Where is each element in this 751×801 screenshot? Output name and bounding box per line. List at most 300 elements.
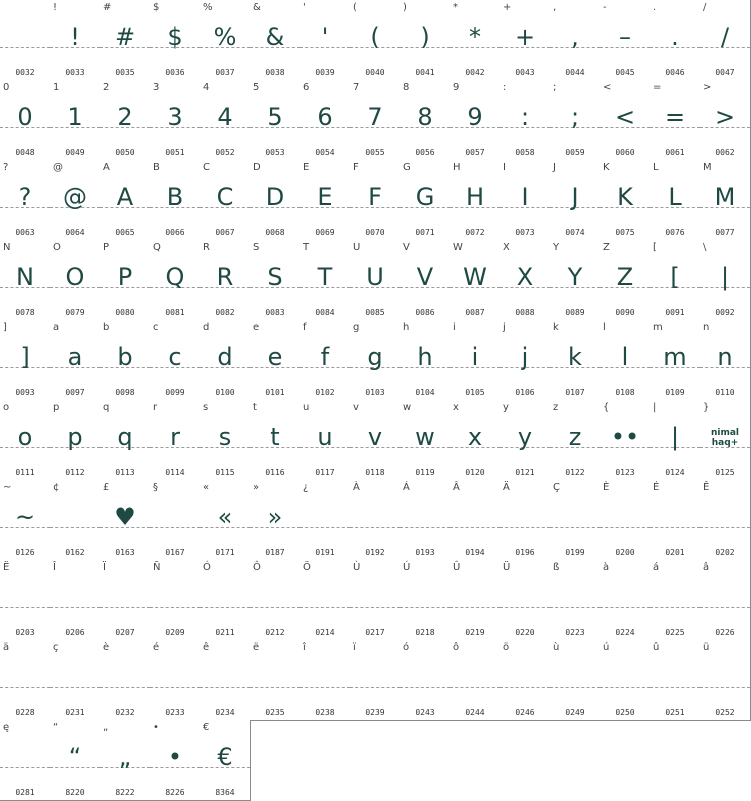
glyph-key-char: R [203,242,210,253]
glyph-key-char: ó [403,642,410,653]
glyph-key-char: d [203,322,210,333]
glyph-cell[interactable] [600,400,651,481]
glyph-preview: V [416,263,434,291]
glyph-preview: * [469,23,481,51]
glyph-preview: ) [420,23,430,51]
glyph-cell[interactable] [550,640,601,721]
glyph-cell[interactable] [100,480,151,561]
glyph-preview: g [367,343,383,371]
glyph-cell[interactable] [350,640,401,721]
glyph-cell[interactable] [200,80,251,161]
glyph-preview: 2 [117,103,133,131]
glyph-cell[interactable] [0,400,51,481]
glyph-cell[interactable] [700,0,751,81]
glyph-cell[interactable] [450,560,501,641]
glyph-cell[interactable] [50,720,101,801]
baseline-divider [0,47,50,48]
glyph-key-char: w [403,402,412,413]
glyph-cell[interactable] [300,480,351,561]
glyph-preview: y [517,423,533,451]
glyph-key-char: r [153,402,158,413]
glyph-code: 0035 [115,68,135,77]
glyph-code: 0193 [415,548,435,557]
glyph-key-char: ä [3,642,10,653]
glyph-code: 0037 [215,68,235,77]
glyph-cell[interactable] [300,320,351,401]
glyph-preview: O [65,263,85,291]
glyph-cell[interactable] [350,320,401,401]
baseline-divider [250,607,300,608]
baseline-divider [650,607,700,608]
glyph-cell[interactable] [600,240,651,321]
glyph-key-char: â [703,562,710,573]
glyph-key-char: È [603,482,610,493]
glyph-key-char: M [703,162,712,173]
glyph-preview: L [668,183,682,211]
glyph-key-char: % [203,2,213,13]
glyph-cell[interactable] [50,480,101,561]
glyph-cell[interactable] [550,480,601,561]
glyph-preview: Q [165,263,185,291]
glyph-key-char: S [253,242,260,253]
glyph-cell[interactable] [0,640,51,721]
glyph-code: 0088 [515,308,535,317]
baseline-divider [700,607,750,608]
glyph-key-char: c [153,322,159,333]
glyph-key-char: T [303,242,310,253]
glyph-code: 0102 [315,388,335,397]
glyph-cell[interactable] [0,320,51,401]
glyph-cell[interactable] [450,80,501,161]
glyph-key-char: V [403,242,410,253]
glyph-cell[interactable] [200,640,251,721]
glyph-key-char: C [203,162,210,173]
glyph-key-char: : [503,82,507,93]
glyph-code: 0059 [565,148,585,157]
glyph-code: 0057 [465,148,485,157]
glyph-cell[interactable] [700,480,751,561]
glyph-cell[interactable] [50,240,101,321]
glyph-preview: U [366,263,384,291]
glyph-cell[interactable] [350,80,401,161]
baseline-divider [700,687,750,688]
glyph-preview: m [663,343,687,371]
glyph-cell[interactable] [350,480,401,561]
baseline-divider [0,687,50,688]
glyph-preview: : [520,103,530,131]
glyph-cell[interactable] [350,400,401,481]
glyph-code: 0098 [115,388,135,397]
glyph-cell[interactable] [250,320,301,401]
glyph-cell[interactable] [400,160,451,241]
glyph-cell[interactable] [150,160,201,241]
glyph-preview: ; [570,103,580,131]
glyph-cell[interactable] [0,480,51,561]
glyph-preview: o [17,423,33,451]
glyph-cell[interactable] [700,640,751,721]
glyph-preview: H [465,183,485,211]
glyph-preview: • [167,743,183,771]
glyph-cell[interactable] [100,640,151,721]
glyph-cell[interactable] [150,480,201,561]
glyph-key-char: ? [3,162,9,173]
glyph-key-char: L [653,162,659,173]
glyph-preview: r [170,423,180,451]
glyph-key-char: U [353,242,361,253]
glyph-code: 0045 [615,68,635,77]
glyph-code: 8220 [65,788,85,797]
glyph-cell[interactable] [0,0,51,81]
glyph-cell[interactable] [600,480,651,561]
glyph-code: 0072 [465,228,485,237]
glyph-cell[interactable] [150,720,201,801]
glyph-key-char: 8 [403,82,410,93]
glyph-cell[interactable] [500,0,551,81]
glyph-preview: n [717,343,733,371]
glyph-preview: j [521,343,529,371]
glyph-cell[interactable] [700,160,751,241]
glyph-cell[interactable] [650,640,701,721]
glyph-cell[interactable] [50,160,101,241]
glyph-cell[interactable] [400,640,451,721]
glyph-key-char: ù [553,642,560,653]
glyph-cell[interactable] [0,720,51,801]
glyph-key-char: Q [153,242,161,253]
glyph-preview: i [471,343,479,371]
glyph-cell[interactable] [650,0,701,81]
glyph-code: 8222 [115,788,135,797]
glyph-cell[interactable] [50,640,101,721]
baseline-divider [400,527,450,528]
glyph-cell[interactable] [650,320,701,401]
glyph-cell[interactable] [400,80,451,161]
glyph-code: 0219 [465,628,485,637]
glyph-cell[interactable] [200,240,251,321]
glyph-code: 0249 [565,708,585,717]
glyph-key-char: * [453,2,458,13]
glyph-cell[interactable] [400,400,451,481]
glyph-cell[interactable] [300,80,351,161]
glyph-code: 0052 [215,148,235,157]
glyph-key-char: é [153,642,160,653]
glyph-cell[interactable] [250,80,301,161]
glyph-preview: I [521,183,529,211]
glyph-cell[interactable] [500,560,551,641]
baseline-divider [500,527,550,528]
glyph-cell[interactable] [400,0,451,81]
glyph-cell[interactable] [650,400,701,481]
glyph-cell[interactable] [500,480,551,561]
glyph-key-char: + [503,2,512,13]
glyph-cell[interactable] [250,240,301,321]
glyph-preview: v [367,423,383,451]
glyph-code: 0040 [365,68,385,77]
glyph-cell[interactable] [250,0,301,81]
glyph-cell[interactable] [450,400,501,481]
glyph-cell[interactable] [500,640,551,721]
glyph-cell[interactable] [700,320,751,401]
glyph-code: 0235 [265,708,285,717]
glyph-preview: k [568,343,582,371]
glyph-cell[interactable] [350,0,401,81]
glyph-cell[interactable] [700,80,751,161]
glyph-cell[interactable] [600,0,651,81]
glyph-cell[interactable] [200,0,251,81]
glyph-cell[interactable] [650,80,701,161]
glyph-cell[interactable] [300,240,351,321]
glyph-cell[interactable] [250,560,301,641]
glyph-cell[interactable] [500,80,551,161]
glyph-cell[interactable] [50,0,101,81]
glyph-cell[interactable] [100,560,151,641]
glyph-cell[interactable] [550,560,601,641]
glyph-key-char: H [453,162,461,173]
glyph-code: 0209 [165,628,185,637]
glyph-preview: , [571,23,579,51]
glyph-preview: ' [321,23,329,51]
glyph-preview: | [670,423,680,451]
glyph-preview: > [714,103,736,131]
glyph-code: 0092 [715,308,735,317]
glyph-cell[interactable] [150,560,201,641]
glyph-key-char: & [253,2,261,13]
glyph-code: 0167 [165,548,185,557]
glyph-cell[interactable] [100,400,151,481]
glyph-cell[interactable] [400,560,451,641]
glyph-preview: W [463,263,487,291]
glyph-cell[interactable] [700,240,751,321]
glyph-code: 0062 [715,148,735,157]
glyph-cell[interactable] [700,400,751,481]
glyph-code: 0039 [315,68,335,77]
baseline-divider [550,687,600,688]
glyph-cell[interactable] [200,560,251,641]
glyph-preview: h [417,343,433,371]
glyph-preview: c [168,343,182,371]
glyph-cell[interactable] [550,240,601,321]
glyph-cell[interactable] [450,320,501,401]
glyph-cell[interactable] [600,560,651,641]
glyph-code: 0067 [215,228,235,237]
glyph-cell[interactable] [450,160,501,241]
glyph-code: 0232 [115,708,135,717]
glyph-preview: G [415,183,435,211]
glyph-cell[interactable] [300,160,351,241]
glyph-cell[interactable] [50,80,101,161]
glyph-code: 0220 [515,628,535,637]
glyph-code: 0239 [365,708,385,717]
glyph-key-char: g [353,322,360,333]
glyph-cell[interactable] [550,80,601,161]
glyph-cell[interactable] [300,640,351,721]
glyph-cell[interactable] [100,240,151,321]
glyph-key-char: f [303,322,307,333]
baseline-divider [350,607,400,608]
glyph-preview: „ [118,743,132,771]
glyph-cell[interactable] [250,160,301,241]
glyph-cell[interactable] [600,640,651,721]
glyph-code: 0103 [365,388,385,397]
glyph-cell[interactable] [650,560,701,641]
glyph-cell[interactable] [550,320,601,401]
glyph-cell[interactable] [200,480,251,561]
glyph-cell[interactable] [450,480,501,561]
baseline-divider [650,687,700,688]
glyph-cell[interactable] [450,640,501,721]
glyph-preview: “ [68,743,82,771]
glyph-code: 0243 [415,708,435,717]
glyph-cell[interactable] [300,400,351,481]
glyph-cell[interactable] [50,560,101,641]
glyph-code: 0100 [215,388,235,397]
glyph-preview: 7 [367,103,383,131]
glyph-cell[interactable] [350,160,401,241]
glyph-cell[interactable] [550,160,601,241]
glyph-preview: S [267,263,283,291]
glyph-key-char: 7 [353,82,360,93]
glyph-cell[interactable] [0,80,51,161]
glyph-code: 0244 [465,708,485,717]
glyph-preview: Y [567,263,583,291]
glyph-key-char: X [503,242,510,253]
glyph-code: 0063 [15,228,35,237]
glyph-code: 0091 [665,308,685,317]
glyph-cell[interactable] [550,0,601,81]
glyph-key-char: . [653,2,657,13]
glyph-cell[interactable] [100,80,151,161]
glyph-cell[interactable] [50,320,101,401]
glyph-cell[interactable] [150,400,201,481]
glyph-key-char: Ö [303,562,311,573]
glyph-cell[interactable] [350,560,401,641]
glyph-key-char: [ [653,242,657,253]
glyph-cell[interactable] [0,240,51,321]
glyph-cell[interactable] [50,400,101,481]
glyph-cell[interactable] [650,160,701,241]
glyph-cell[interactable] [0,160,51,241]
glyph-cell[interactable] [300,560,351,641]
baseline-divider [500,687,550,688]
glyph-cell[interactable] [650,240,701,321]
glyph-cell[interactable] [100,160,151,241]
glyph-code: 0081 [165,308,185,317]
glyph-preview: P [117,263,133,291]
glyph-key-char: o [3,402,10,413]
glyph-code: 0225 [665,628,685,637]
glyph-cell[interactable] [450,0,501,81]
glyph-cell[interactable] [200,320,251,401]
glyph-cell[interactable] [250,640,301,721]
glyph-key-char: • [153,722,159,733]
glyph-code: 0207 [115,628,135,637]
glyph-preview: 4 [217,103,233,131]
glyph-cell[interactable] [250,480,301,561]
glyph-cell[interactable] [200,160,251,241]
glyph-cell[interactable] [500,320,551,401]
glyph-key-char: - [603,2,607,13]
glyph-preview: ] [20,343,30,371]
glyph-key-char: ¢ [53,482,60,493]
glyph-key-char: ę [3,722,10,733]
glyph-cell[interactable] [150,320,201,401]
glyph-key-char: A [103,162,110,173]
glyph-cell[interactable] [100,720,151,801]
glyph-cell[interactable] [150,80,201,161]
glyph-preview: ! [70,23,80,51]
glyph-cell[interactable] [500,160,551,241]
glyph-cell[interactable] [400,320,451,401]
glyph-key-char: v [353,402,359,413]
glyph-key-char: N [3,242,11,253]
glyph-code: 0068 [265,228,285,237]
glyph-code: 0097 [65,388,85,397]
glyph-preview: w [415,423,435,451]
glyph-cell[interactable] [150,240,201,321]
glyph-cell[interactable] [200,720,251,801]
glyph-cell[interactable] [0,560,51,641]
glyph-cell[interactable] [100,0,151,81]
baseline-divider [300,527,350,528]
glyph-code: 0118 [365,468,385,477]
glyph-cell[interactable] [350,240,401,321]
glyph-code: 0054 [315,148,335,157]
glyph-code: 0126 [15,548,35,557]
glyph-cell[interactable] [250,400,301,481]
glyph-key-char: # [103,2,112,13]
glyph-preview: ~ [14,503,36,531]
glyph-cell[interactable] [150,0,201,81]
glyph-code: 0042 [465,68,485,77]
baseline-divider [150,527,200,528]
glyph-key-char: B [153,162,160,173]
glyph-key-char: x [453,402,459,413]
glyph-preview: K [617,183,633,211]
glyph-cell[interactable] [650,480,701,561]
glyph-cell[interactable] [400,240,451,321]
glyph-key-char: “ [53,722,59,733]
glyph-cell[interactable] [500,400,551,481]
glyph-cell[interactable] [100,320,151,401]
glyph-cell[interactable] [600,320,651,401]
glyph-key-char: 1 [53,82,60,93]
glyph-code: 0083 [265,308,285,317]
baseline-divider [600,687,650,688]
glyph-code: 0211 [215,628,235,637]
glyph-cell[interactable] [500,240,551,321]
glyph-cell[interactable] [300,0,351,81]
glyph-preview: 1 [67,103,83,131]
glyph-cell[interactable] [400,480,451,561]
glyph-code: 0113 [115,468,135,477]
glyph-key-char: £ [103,482,110,493]
glyph-cell[interactable] [200,400,251,481]
glyph-key-char: O [53,242,61,253]
glyph-key-char: t [253,402,257,413]
glyph-key-char: K [603,162,610,173]
glyph-preview: & [265,23,285,51]
glyph-cell[interactable] [600,160,651,241]
glyph-cell[interactable] [450,240,501,321]
baseline-divider [350,687,400,688]
glyph-key-char: h [403,322,410,333]
glyph-code: 0085 [365,308,385,317]
glyph-cell[interactable] [600,80,651,161]
glyph-cell[interactable] [550,400,601,481]
glyph-cell[interactable] [150,640,201,721]
glyph-code: 0032 [15,68,35,77]
glyph-cell[interactable] [700,560,751,641]
glyph-key-char: ! [53,2,58,13]
